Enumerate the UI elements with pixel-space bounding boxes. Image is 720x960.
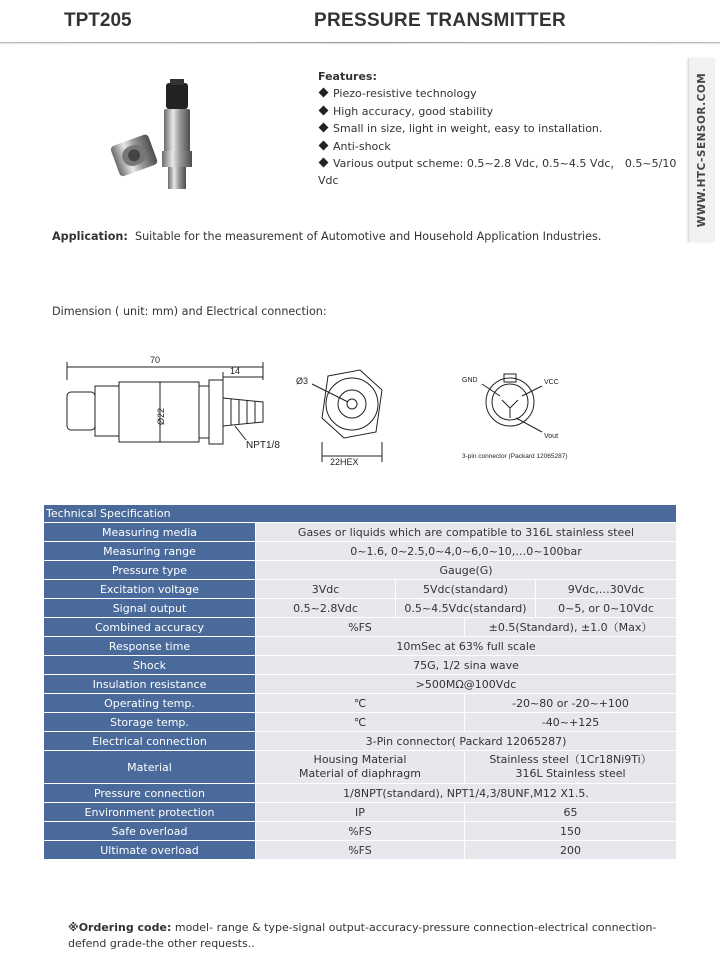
feature-item: Small in size, light in weight, easy to installation. <box>318 120 683 137</box>
spec-label: Pressure type <box>44 561 256 580</box>
model-number: TPT205 <box>64 10 132 31</box>
feature-item: High accuracy, good stability <box>318 103 683 120</box>
product-photo <box>100 75 220 195</box>
dimension-heading: Dimension ( unit: mm) and Electrical connection: <box>52 305 327 318</box>
spec-value: 65 <box>465 803 677 822</box>
spec-value: 75G, 1/2 sina wave <box>256 656 677 675</box>
feature-item: Anti-shock <box>318 138 683 155</box>
table-row <box>44 784 677 803</box>
table-row <box>44 599 677 618</box>
diamond-bullet-icon <box>319 158 329 168</box>
website-sidebar <box>688 58 715 242</box>
spec-label: Insulation resistance <box>44 675 256 694</box>
material-left <box>256 751 465 784</box>
diamond-bullet-icon <box>319 88 329 98</box>
spec-value: 9Vdc,…30Vdc <box>536 580 677 599</box>
spec-value: -20~80 or -20~+100 <box>465 694 677 713</box>
front-view <box>312 370 382 462</box>
diamond-bullet-icon <box>319 140 329 150</box>
table-row <box>44 505 677 523</box>
ordering-label: ※Ordering code: <box>68 921 172 934</box>
spec-value: 5Vdc(standard) <box>396 580 536 599</box>
table-row <box>44 822 677 841</box>
spec-value: >500MΩ@100Vdc <box>256 675 677 694</box>
spec-value: -40~+125 <box>465 713 677 732</box>
spec-value: 0.5~2.8Vdc <box>256 599 396 618</box>
spec-value: 3Vdc <box>256 580 396 599</box>
spec-label: Measuring range <box>44 542 256 561</box>
spec-value: 1/8NPT(standard), NPT1/4,3/8UNF,M12 X1.5. <box>256 784 677 803</box>
pin-vcc: VCC <box>544 379 559 386</box>
spec-label: Shock <box>44 656 256 675</box>
dimension-drawing <box>50 340 610 480</box>
spec-value: 0.5~4.5Vdc(standard) <box>396 599 536 618</box>
spec-value: 0~5, or 0~10Vdc <box>536 599 677 618</box>
spec-value: 10mSec at 63% full scale <box>256 637 677 656</box>
spec-value: ±0.5(Standard), ±1.0（Max） <box>465 618 677 637</box>
table-row <box>44 580 677 599</box>
spec-value: Housing Material <box>313 753 407 766</box>
table-row <box>44 637 677 656</box>
spec-value: 200 <box>465 841 677 860</box>
table-row <box>44 618 677 637</box>
spec-table-title: Technical Specification <box>44 505 677 523</box>
application-text: Suitable for the measurement of Automotive and Household Application Industries. <box>134 230 602 243</box>
spec-value: 316L Stainless steel <box>515 767 626 780</box>
spec-value: 3-Pin connector( Packard 12065287) <box>256 732 677 751</box>
feature-item: Various output scheme: 0.5~2.8 Vdc, 0.5~4.5 Vdc， 0.5~5/10 Vdc <box>318 157 677 188</box>
material-right <box>465 751 677 784</box>
connector-caption: 3-pin connector (Packard 12065287) <box>462 453 568 460</box>
spec-unit: IP <box>256 803 465 822</box>
dim-length: 70 <box>150 355 161 365</box>
spec-unit: %FS <box>256 841 465 860</box>
spec-value: 0~1.6, 0~2.5,0~4,0~6,0~10,…0~100bar <box>256 542 677 561</box>
dim-thread-length: 14 <box>230 366 241 376</box>
spec-label: Safe overload <box>44 822 256 841</box>
table-row <box>44 694 677 713</box>
spec-label: Material <box>44 751 256 784</box>
spec-label: Ultimate overload <box>44 841 256 860</box>
diamond-bullet-icon <box>319 123 329 133</box>
diamond-bullet-icon <box>319 105 329 115</box>
spec-value: Material of diaphragm <box>299 767 421 780</box>
spec-label: Operating temp. <box>44 694 256 713</box>
dim-hole: Ø3 <box>296 376 309 386</box>
table-row <box>44 675 677 694</box>
ordering-text: model- range & type-signal output-accuracy-pressure connection-electrical connection-defend grade-the other requests.. <box>68 921 657 950</box>
spec-label: Pressure connection <box>44 784 256 803</box>
table-row <box>44 542 677 561</box>
spec-label: Environment protection <box>44 803 256 822</box>
spec-unit: ℃ <box>256 694 465 713</box>
table-row <box>44 523 677 542</box>
spec-value: Gauge(G) <box>256 561 677 580</box>
pin-vout: Vout <box>544 433 559 440</box>
table-row <box>44 732 677 751</box>
dim-hex: 22HEX <box>330 457 359 467</box>
spec-table <box>43 504 677 860</box>
spec-label: Electrical connection <box>44 732 256 751</box>
website-text: WWW.HTC-SENSOR.COM <box>696 72 708 228</box>
table-row <box>44 656 677 675</box>
table-row <box>44 841 677 860</box>
spec-value: Gases or liquids which are compatible to 316L stainless steel <box>256 523 677 542</box>
connector-view <box>482 374 542 432</box>
pin-gnd: GND <box>462 377 478 384</box>
table-row <box>44 561 677 580</box>
ordering-code <box>68 920 668 952</box>
spec-label: Signal output <box>44 599 256 618</box>
spec-value: 150 <box>465 822 677 841</box>
dim-thread: NPT1/8 <box>246 440 280 451</box>
spec-label: Excitation voltage <box>44 580 256 599</box>
spec-unit: %FS <box>256 618 465 637</box>
spec-label: Measuring media <box>44 523 256 542</box>
spec-unit: %FS <box>256 822 465 841</box>
header-divider <box>0 42 720 43</box>
page-title: PRESSURE TRANSMITTER <box>314 10 566 31</box>
table-row <box>44 803 677 822</box>
spec-label: Response time <box>44 637 256 656</box>
features-list <box>318 68 683 190</box>
table-row <box>44 751 677 784</box>
spec-label: Storage temp. <box>44 713 256 732</box>
application-label: Application: <box>52 230 128 243</box>
spec-value: Stainless steel（1Cr18Ni9Ti） <box>489 753 652 766</box>
features-heading: Features: <box>318 70 377 83</box>
table-row <box>44 713 677 732</box>
spec-label: Combined accuracy <box>44 618 256 637</box>
application-line <box>52 230 601 243</box>
spec-unit: ℃ <box>256 713 465 732</box>
dim-diameter: Ø22 <box>156 407 166 425</box>
feature-item: Piezo-resistive technology <box>318 85 683 102</box>
